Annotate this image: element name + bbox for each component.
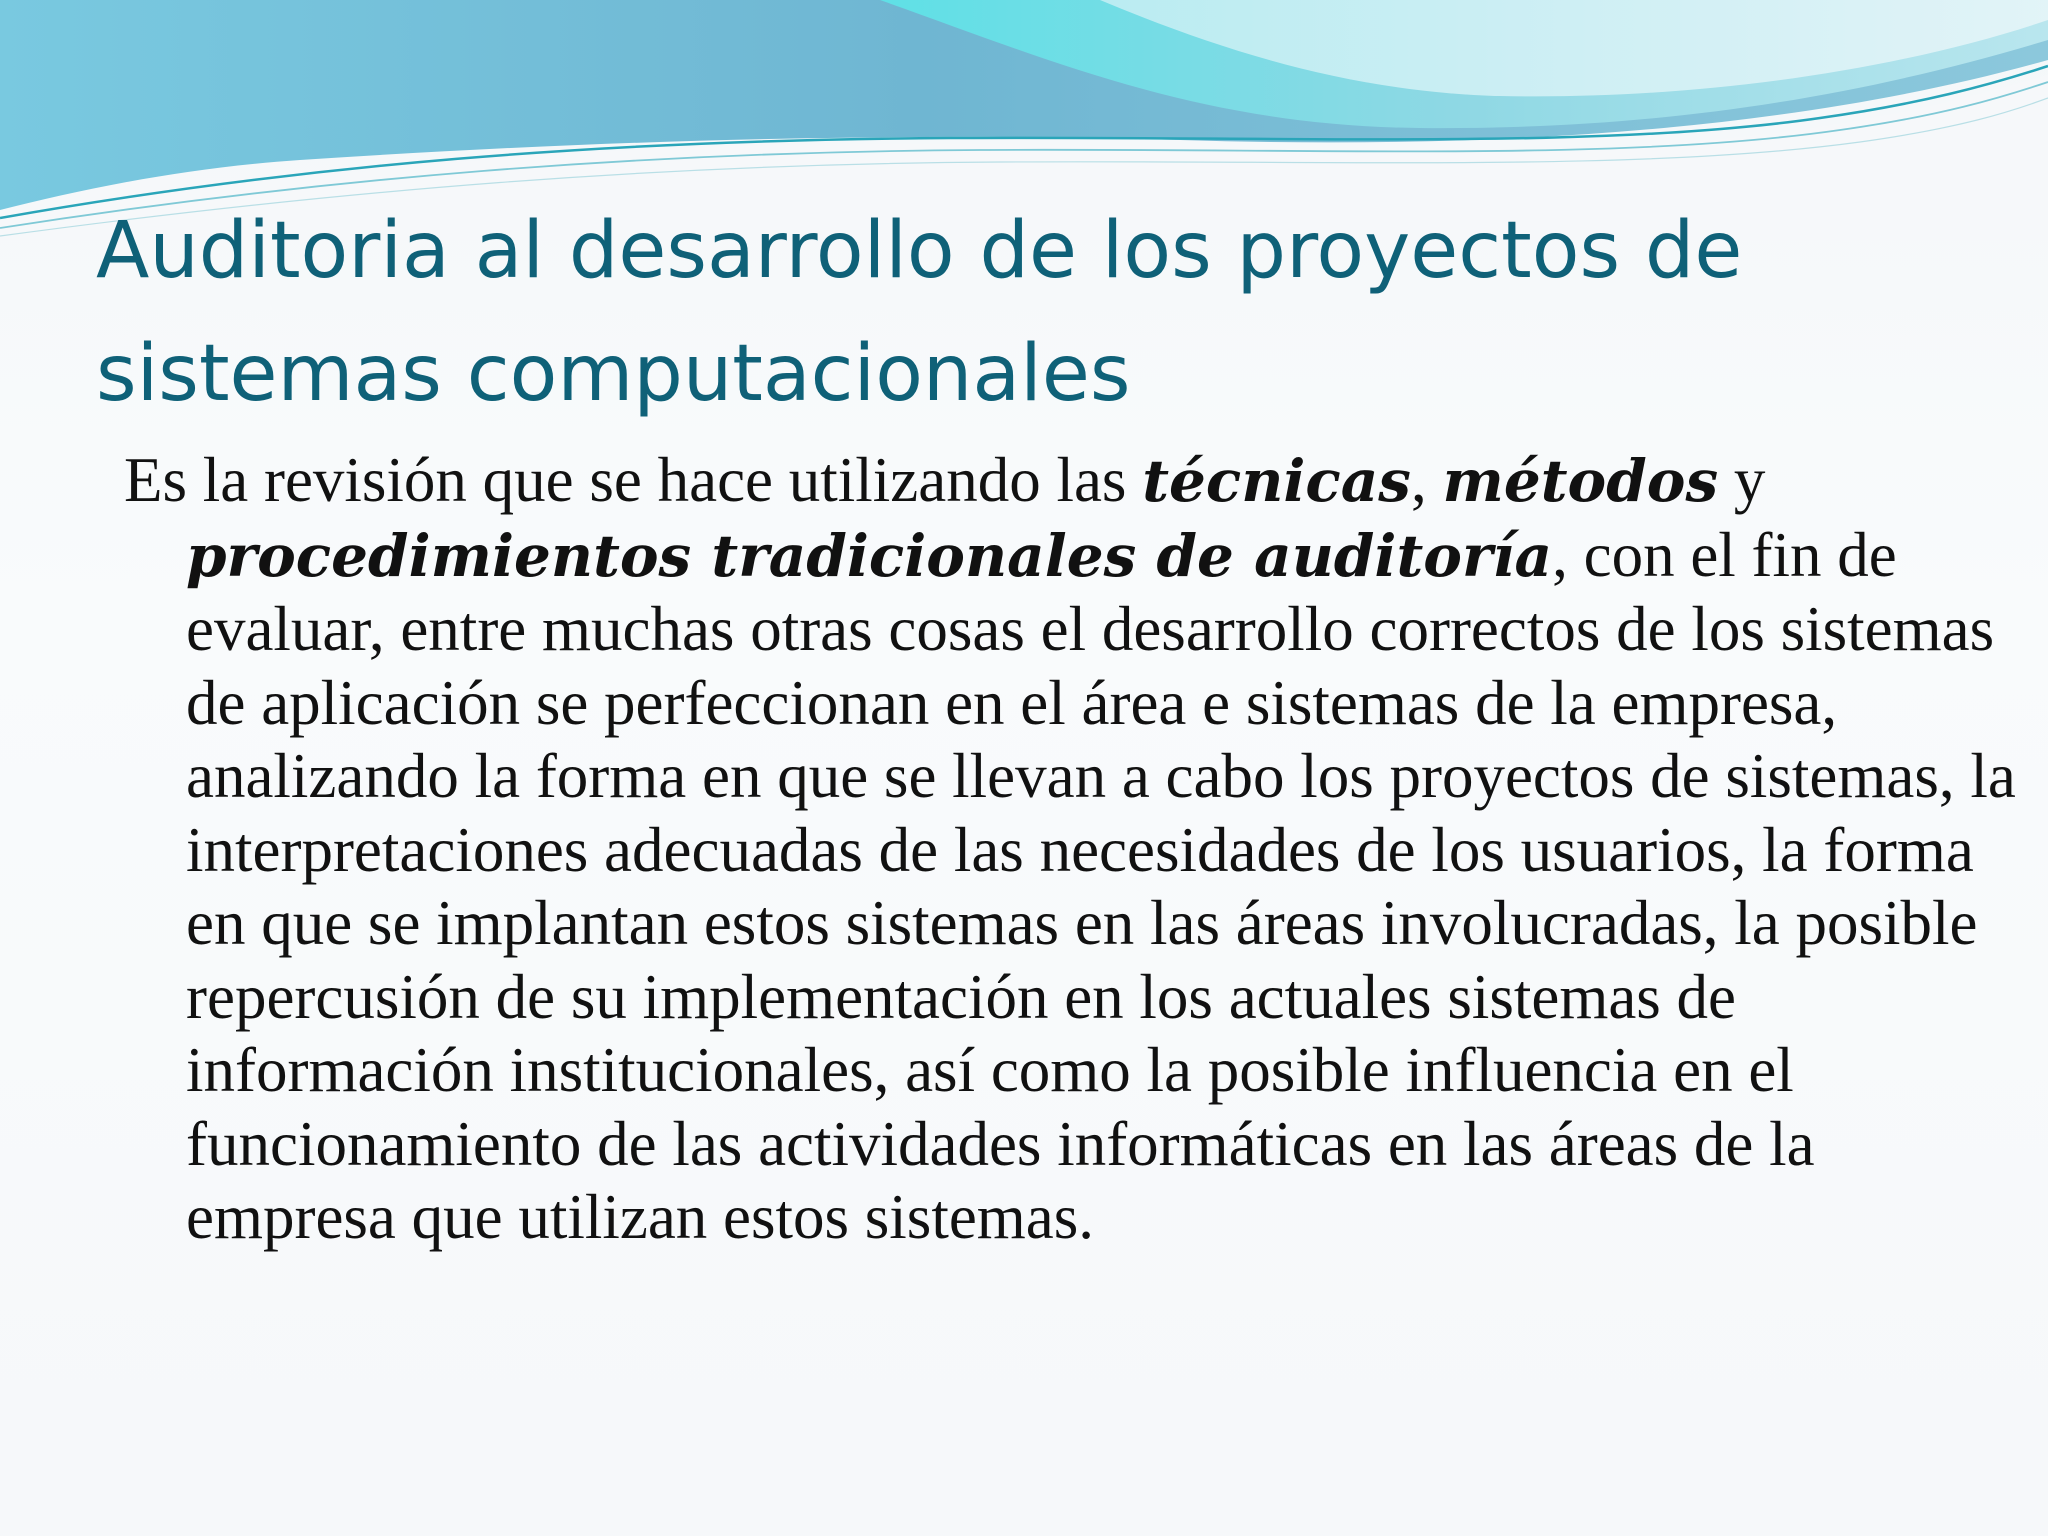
emphasis-metodos: métodos <box>1442 447 1719 515</box>
paragraph-separator-1: , <box>1410 445 1443 515</box>
emphasis-procedimientos: procedimientos tradicionales de auditoría <box>186 521 1553 590</box>
paragraph-separator-2: y <box>1718 445 1766 515</box>
paragraph-intro: Es la revisión que se hace utilizando las <box>124 445 1143 515</box>
paragraph-rest: , con el fin de evaluar, entre muchas otras cosas el desarrollo correctos de los sistemas de aplicación se perfeccionan en el área e sistemas de la empresa, analizando la forma en que se llevan a cabo los proyectos de sistemas, la interpretaciones adecuadas de las necesidades de los usuarios, la forma en que se implantan estos sistemas en las áreas involucradas, la posible repercusión de su implementación en los actuales sistemas de información institucionales, así como la posible influencia en el funcionamiento de las actividades informáticas en las áreas de la empresa que utilizan estos sistemas. <box>186 519 2016 1252</box>
emphasis-tecnicas: técnicas <box>1142 447 1411 515</box>
slide-body-paragraph <box>124 444 2016 1255</box>
slide-title: Auditoria al desarrollo de los proyectos de sistemas computacionales <box>96 206 1743 419</box>
